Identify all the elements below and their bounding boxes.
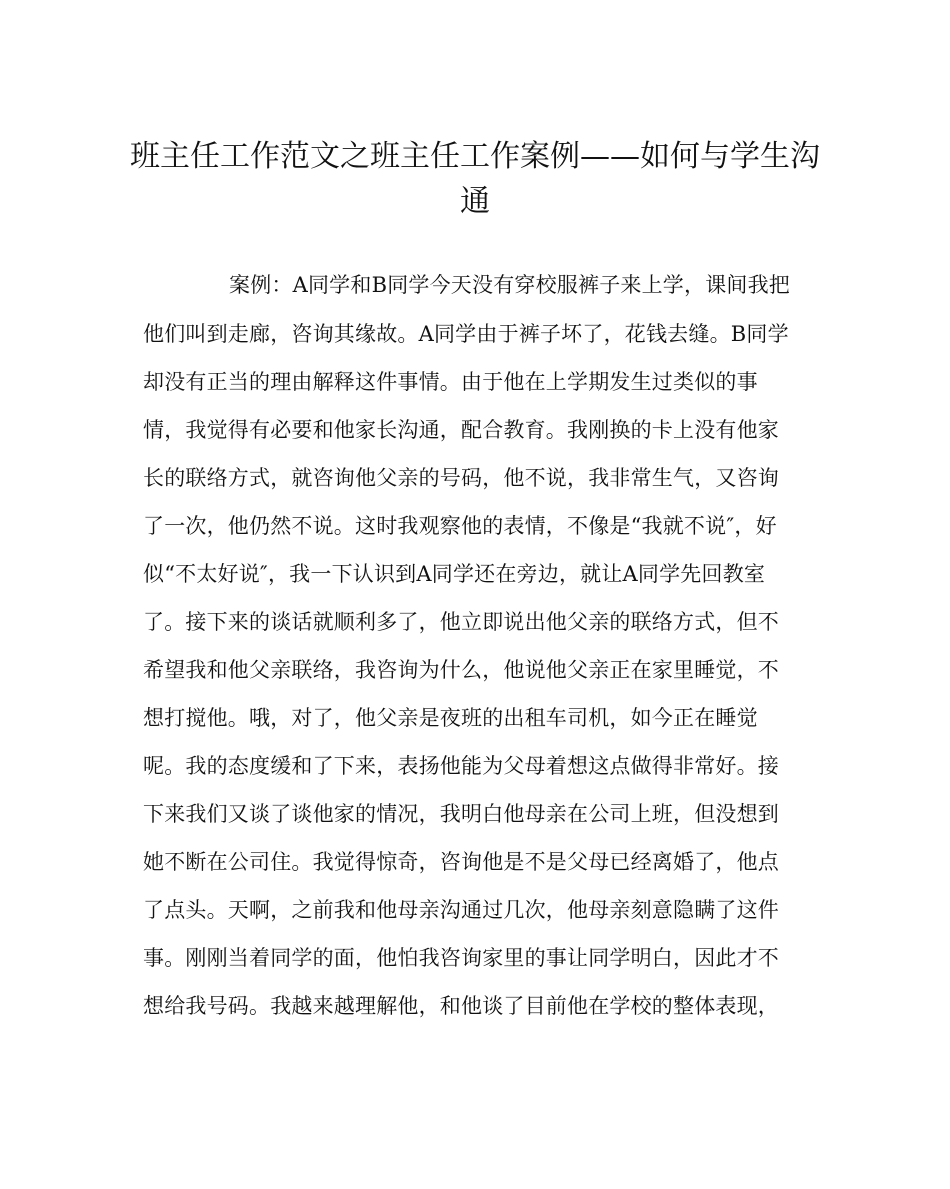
body-line-9: 希望我和他父亲联络，我咨询为什么，他说他父亲正在家里睡觉，不 [143, 658, 779, 682]
body-line-7: 似“不太好说″，我一下认识到A同学还在旁边，就让A同学先回教室 [143, 562, 766, 586]
document-title-line-1: 班主任工作范文之班主任工作案例——如何与学生沟 [130, 139, 820, 174]
body-line-14: 了点头。天啊，之前我和他母亲沟通过几次，他母亲刻意隐瞒了这件 [143, 898, 779, 922]
body-line-2: 他们叫到走廊，咨询其缘故。A同学由于裤子坏了，花钱去缝。B同学 [143, 322, 789, 346]
body-line-3: 却没有正当的理由解释这件事情。由于他在上学期发生过类似的事 [143, 370, 758, 394]
body-line-11: 呢。我的态度缓和了下来，表扬他能为父母着想这点做得非常好。接 [143, 754, 779, 778]
body-line-6: 了一次，他仍然不说。这时我观察他的表情，不像是“我就不说″，好 [143, 514, 777, 538]
body-line-10: 想打搅他。哦，对了，他父亲是夜班的出租车司机，如今正在睡觉 [143, 706, 758, 730]
document-title-line-2: 通 [460, 184, 490, 219]
body-line-12: 下来我们又谈了谈他家的情况，我明白他母亲在公司上班，但没想到 [143, 802, 779, 826]
body-line-1: 案例：A同学和B同学今天没有穿校服裤子来上学，课间我把 [229, 273, 790, 297]
body-line-4: 情，我觉得有必要和他家长沟通，配合教育。我刚换的卡上没有他家 [143, 418, 779, 442]
body-line-8: 了。接下来的谈话就顺利多了，他立即说出他父亲的联络方式，但不 [143, 610, 779, 634]
body-line-15: 事。刚刚当着同学的面，他怕我咨询家里的事让同学明白，因此才不 [143, 946, 779, 970]
body-line-16: 想给我号码。我越来越理解他，和他谈了目前他在学校的整体表现， [143, 994, 779, 1018]
body-line-13: 她不断在公司住。我觉得惊奇，咨询他是不是父母已经离婚了，他点 [143, 850, 779, 874]
body-line-5: 长的联络方式，就咨询他父亲的号码，他不说，我非常生气，又咨询 [143, 466, 779, 490]
